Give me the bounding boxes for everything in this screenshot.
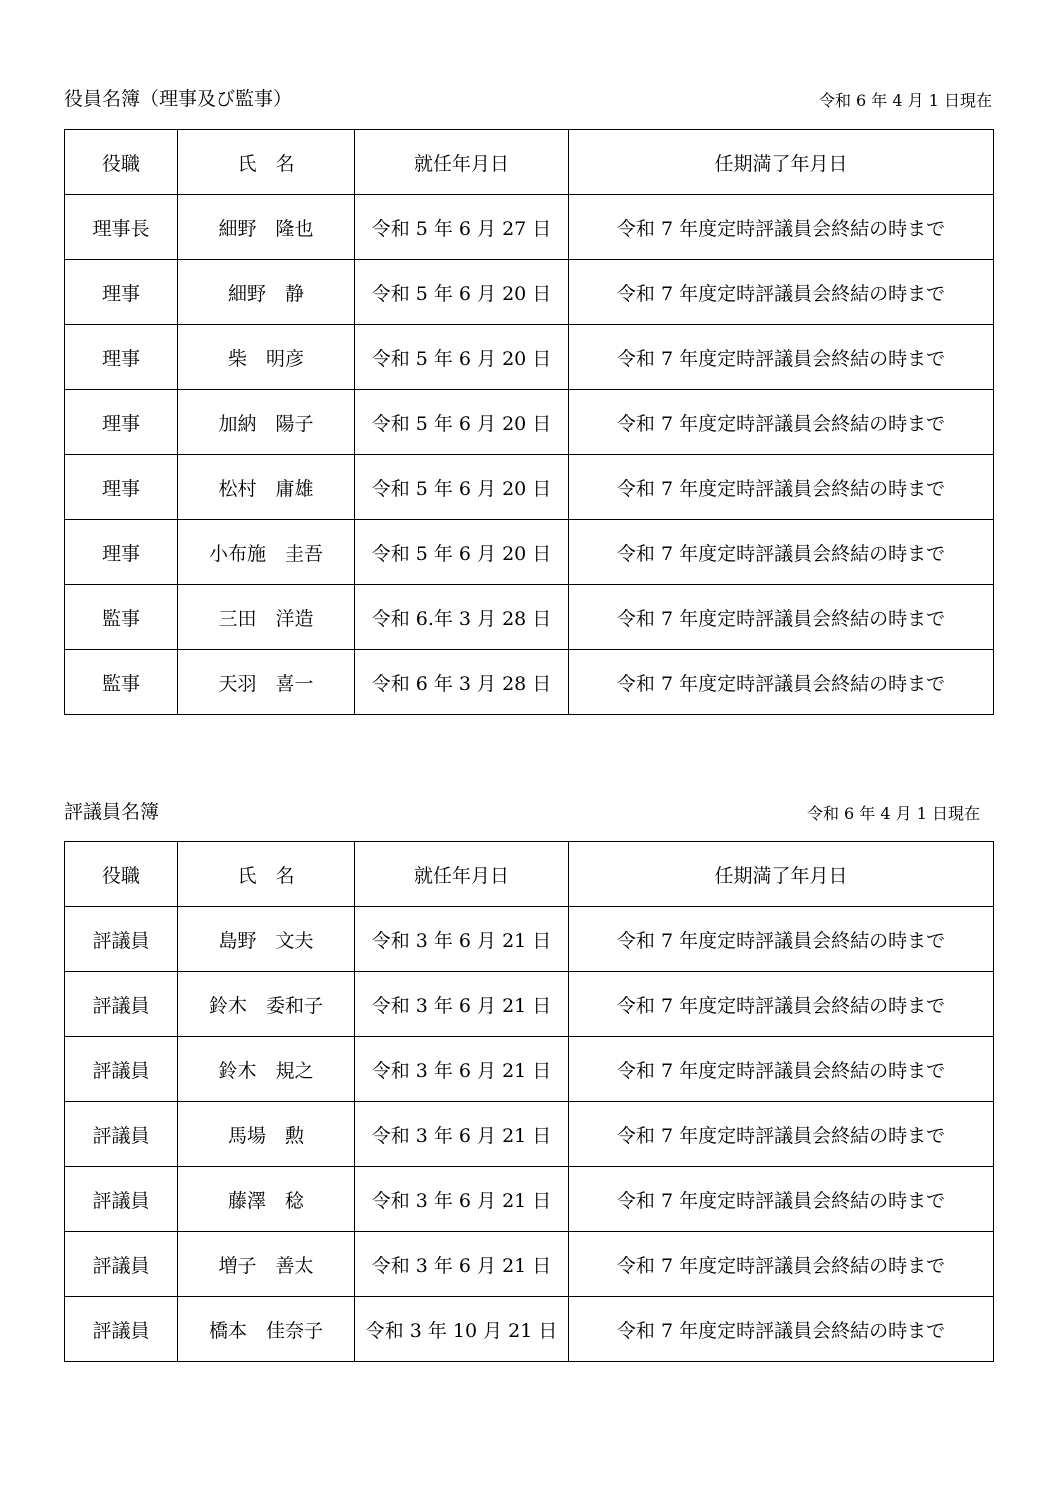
councilors-title: 評議員名簿 <box>64 801 160 823</box>
term-end-cell: 令和 7 年度定時評議員会終結の時まで <box>569 1037 994 1102</box>
name-cell: 馬場 勲 <box>178 1102 355 1167</box>
term-end-cell: 令和 7 年度定時評議員会終結の時まで <box>569 1167 994 1232</box>
header-role: 役職 <box>65 130 178 195</box>
table-row <box>65 650 994 715</box>
role-cell: 理事 <box>65 520 178 585</box>
header-start-date: 就任年月日 <box>355 130 569 195</box>
name-cell: 柴 明彦 <box>178 325 355 390</box>
name-cell: 鈴木 委和子 <box>178 972 355 1037</box>
table-row <box>65 325 994 390</box>
start-date-cell: 令和 5 年 6 月 27 日 <box>355 195 569 260</box>
officers-as-of-date: 令和 6 年 4 月 1 日現在 <box>818 91 992 110</box>
role-cell: 理事長 <box>65 195 178 260</box>
term-end-cell: 令和 7 年度定時評議員会終結の時まで <box>569 650 994 715</box>
term-end-cell: 令和 7 年度定時評議員会終結の時まで <box>569 520 994 585</box>
table-row <box>65 1037 994 1102</box>
role-cell: 監事 <box>65 585 178 650</box>
start-date-cell: 令和 5 年 6 月 20 日 <box>355 325 569 390</box>
start-date-cell: 令和 5 年 6 月 20 日 <box>355 260 569 325</box>
table-row <box>65 455 994 520</box>
start-date-cell: 令和 5 年 6 月 20 日 <box>355 520 569 585</box>
start-date-cell: 令和 3 年 6 月 21 日 <box>355 1232 569 1297</box>
term-end-cell: 令和 7 年度定時評議員会終結の時まで <box>569 260 994 325</box>
table-row <box>65 1102 994 1167</box>
officers-table <box>64 129 994 715</box>
name-cell: 松村 庸雄 <box>178 455 355 520</box>
name-cell: 細野 隆也 <box>178 195 355 260</box>
header-name: 氏 名 <box>178 842 355 907</box>
role-cell: 評議員 <box>65 1167 178 1232</box>
header-role: 役職 <box>65 842 178 907</box>
table-header-row <box>65 842 994 907</box>
role-cell: 監事 <box>65 650 178 715</box>
role-cell: 評議員 <box>65 1037 178 1102</box>
table-row <box>65 1167 994 1232</box>
header-start-date: 就任年月日 <box>355 842 569 907</box>
term-end-cell: 令和 7 年度定時評議員会終結の時まで <box>569 585 994 650</box>
name-cell: 藤澤 稔 <box>178 1167 355 1232</box>
header-term-end: 任期満了年月日 <box>569 842 994 907</box>
table-row <box>65 260 994 325</box>
table-row <box>65 1297 994 1362</box>
start-date-cell: 令和 5 年 6 月 20 日 <box>355 390 569 455</box>
term-end-cell: 令和 7 年度定時評議員会終結の時まで <box>569 1232 994 1297</box>
councilors-as-of-date: 令和 6 年 4 月 1 日現在 <box>806 804 980 823</box>
term-end-cell: 令和 7 年度定時評議員会終結の時まで <box>569 390 994 455</box>
term-end-cell: 令和 7 年度定時評議員会終結の時まで <box>569 325 994 390</box>
role-cell: 評議員 <box>65 1232 178 1297</box>
name-cell: 橋本 佳奈子 <box>178 1297 355 1362</box>
term-end-cell: 令和 7 年度定時評議員会終結の時まで <box>569 972 994 1037</box>
term-end-cell: 令和 7 年度定時評議員会終結の時まで <box>569 455 994 520</box>
role-cell: 評議員 <box>65 1297 178 1362</box>
officers-title: 役員名簿（理事及び監事） <box>64 88 293 110</box>
table-row <box>65 390 994 455</box>
start-date-cell: 令和 3 年 6 月 21 日 <box>355 972 569 1037</box>
start-date-cell: 令和 3 年 6 月 21 日 <box>355 1037 569 1102</box>
table-row <box>65 520 994 585</box>
term-end-cell: 令和 7 年度定時評議員会終結の時まで <box>569 195 994 260</box>
table-row <box>65 907 994 972</box>
table-row <box>65 1232 994 1297</box>
table-row <box>65 585 994 650</box>
name-cell: 細野 静 <box>178 260 355 325</box>
table-row <box>65 195 994 260</box>
start-date-cell: 令和 3 年 6 月 21 日 <box>355 1167 569 1232</box>
header-name: 氏 名 <box>178 130 355 195</box>
role-cell: 理事 <box>65 390 178 455</box>
role-cell: 評議員 <box>65 972 178 1037</box>
name-cell: 加納 陽子 <box>178 390 355 455</box>
table-row <box>65 972 994 1037</box>
start-date-cell: 令和 3 年 6 月 21 日 <box>355 907 569 972</box>
start-date-cell: 令和 6 年 3 月 28 日 <box>355 650 569 715</box>
start-date-cell: 令和 6.年 3 月 28 日 <box>355 585 569 650</box>
name-cell: 鈴木 規之 <box>178 1037 355 1102</box>
header-term-end: 任期満了年月日 <box>569 130 994 195</box>
name-cell: 島野 文夫 <box>178 907 355 972</box>
term-end-cell: 令和 7 年度定時評議員会終結の時まで <box>569 907 994 972</box>
councilors-table <box>64 841 994 1362</box>
role-cell: 理事 <box>65 455 178 520</box>
start-date-cell: 令和 3 年 10 月 21 日 <box>355 1297 569 1362</box>
start-date-cell: 令和 5 年 6 月 20 日 <box>355 455 569 520</box>
name-cell: 小布施 圭吾 <box>178 520 355 585</box>
term-end-cell: 令和 7 年度定時評議員会終結の時まで <box>569 1102 994 1167</box>
role-cell: 評議員 <box>65 907 178 972</box>
name-cell: 天羽 喜一 <box>178 650 355 715</box>
name-cell: 三田 洋造 <box>178 585 355 650</box>
role-cell: 理事 <box>65 325 178 390</box>
name-cell: 増子 善太 <box>178 1232 355 1297</box>
start-date-cell: 令和 3 年 6 月 21 日 <box>355 1102 569 1167</box>
table-header-row <box>65 130 994 195</box>
role-cell: 理事 <box>65 260 178 325</box>
term-end-cell: 令和 7 年度定時評議員会終結の時まで <box>569 1297 994 1362</box>
role-cell: 評議員 <box>65 1102 178 1167</box>
